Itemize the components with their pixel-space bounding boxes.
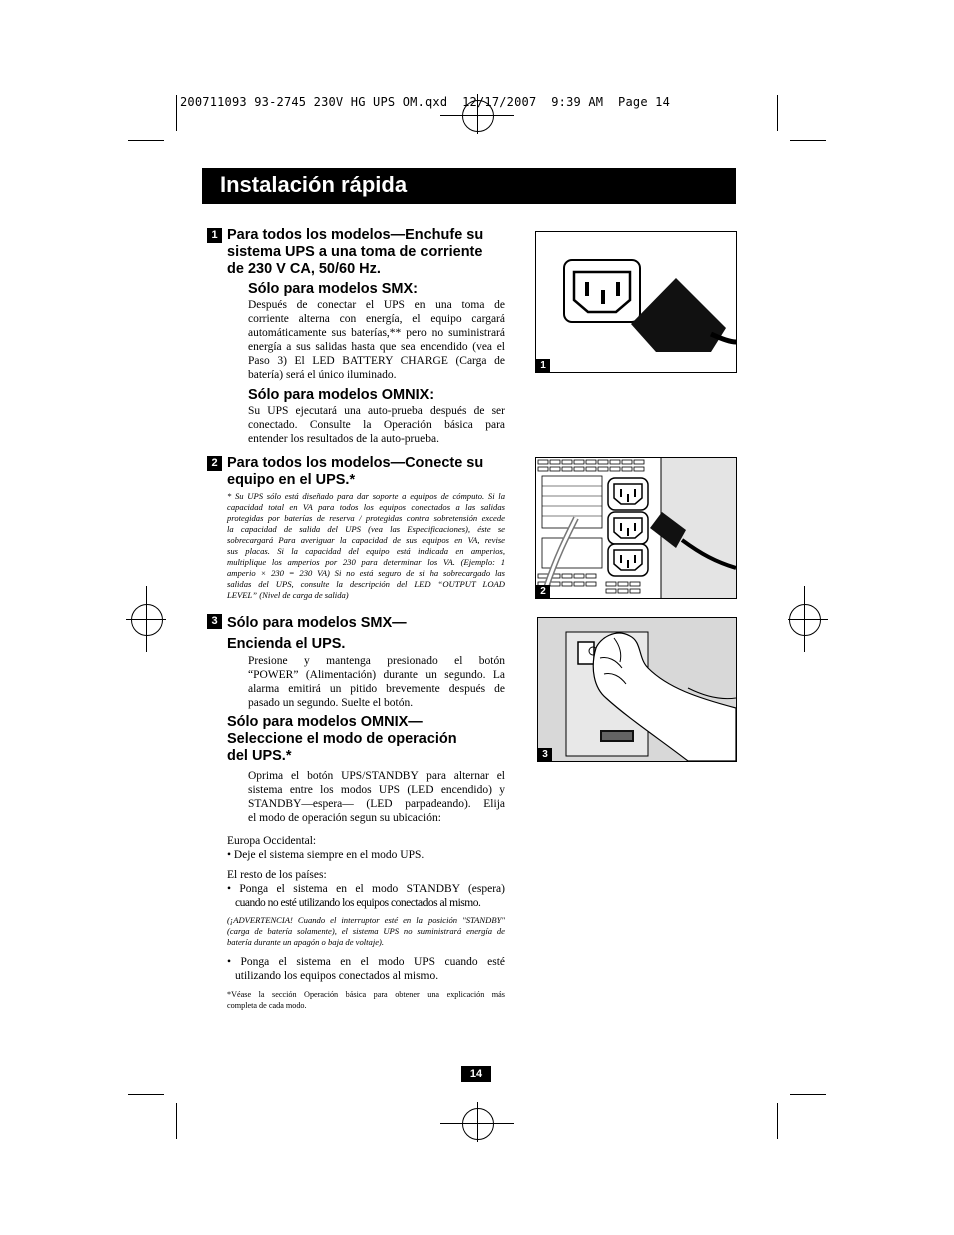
figure-label: 1 bbox=[536, 359, 550, 372]
step-heading: Para todos los modelos—Conecte su equipo en el UPS.* bbox=[227, 455, 484, 488]
registration-mark bbox=[131, 604, 163, 636]
crop-mark bbox=[176, 95, 177, 131]
section-title: Instalación rápida bbox=[220, 172, 408, 197]
step-number: 1 bbox=[207, 228, 222, 243]
footnote: * Su UPS sólo está diseñado para dar soporte a equipos de cómputo. Si la capacidad total en VA para todos los equipos conectados a las salidas protegidas por baterías de reserva / protegidas contra sobretensión excede la capacidad de salida del UPS (vea las Especificaciones), éste se sobrecargará Para averiguar la capacidad de sus equipos en VA, revise sus placas. Si la capacidad del equipo está indicada en amperios, multiplique los amperios por 230 para determinar los VA. (Ejemplo: 1 amperio × 230 = 230 VA) Si no está seguro de si ha sobrecargado las salidas del UPS, consulte la descripción del LED “OUTPUT LOAD LEVEL” (Nivel de carga de salida) bbox=[227, 491, 505, 600]
bullet-item: • Ponga el sistema en el modo UPS cuando esté utilizando los equipos conectados al mismo. bbox=[227, 956, 505, 982]
figure-label: 3 bbox=[538, 748, 552, 761]
paragraph: Presione y mantenga presionado el botón “POWER” (Alimentación) durante un segundo. La alarma emitirá un pitido brevemente después de pasado un segundo. Suelte el botón. bbox=[248, 655, 505, 709]
registration-mark bbox=[462, 1108, 494, 1140]
region-title: El resto de los países: bbox=[227, 869, 327, 881]
step-number: 3 bbox=[207, 614, 222, 629]
step-number: 2 bbox=[207, 456, 222, 471]
registration-mark bbox=[789, 604, 821, 636]
file-slug: 200711093 93-2745 230V HG UPS OM.qxd 12/17/2007 9:39 AM Page 14 bbox=[180, 95, 671, 109]
registration-mark bbox=[804, 586, 805, 652]
power-inlet-illustration bbox=[536, 232, 736, 372]
registration-mark bbox=[146, 586, 147, 652]
sub-heading: Sólo para modelos SMX: bbox=[248, 281, 418, 297]
registration-mark bbox=[477, 1102, 478, 1142]
crop-mark bbox=[777, 95, 778, 131]
power-button-illustration bbox=[538, 618, 736, 761]
page-number: 14 bbox=[461, 1066, 491, 1082]
registration-mark bbox=[788, 619, 828, 620]
bullet-item: • Ponga el sistema en el modo STANDBY (espera) cuando no esté utilizando los equipos conectados al mismo. bbox=[227, 883, 505, 909]
step-heading: Para todos los modelos—Enchufe su sistema UPS a una toma de corriente de 230 V CA, 50/60 Hz. bbox=[227, 227, 484, 277]
figure-label: 2 bbox=[536, 585, 550, 598]
crop-mark bbox=[176, 1103, 177, 1139]
crop-mark bbox=[790, 1094, 826, 1095]
figure-power-inlet bbox=[535, 231, 737, 373]
footnote: *Véase la sección Operación básica para obtener una explicación más completa de cada modo. bbox=[227, 990, 505, 1010]
crop-mark bbox=[128, 1094, 164, 1095]
step-heading: Sólo para modelos SMX— Encienda el UPS. bbox=[227, 615, 407, 652]
section-title-bar bbox=[202, 168, 736, 204]
paragraph: Oprima el botón UPS/STANDBY para alternar el sistema entre los modos UPS (LED encendido) y STANDBY—espera— (LED parpadeando). Elija el modo de operación segun su ubicación: bbox=[248, 770, 505, 824]
bullet-item: • Deje el sistema siempre en el modo UPS. bbox=[227, 849, 425, 861]
paragraph: Después de conectar el UPS en una toma de corriente alterna con energía, el equipo cargará automáticamente sus baterías,** pero no suministrará energía a sus salidas hasta que sea encendido (vea el Paso 3) El LED BATTERY CHARGE (Carga de batería) será el único iluminado. bbox=[248, 299, 505, 381]
crop-mark bbox=[790, 140, 826, 141]
figure-power-button bbox=[537, 617, 737, 762]
ups-rear-panel-illustration bbox=[536, 458, 736, 598]
sub-heading: Sólo para modelos OMNIX— Seleccione el modo de operación del UPS.* bbox=[227, 714, 457, 764]
warning-note: (¡ADVERTENCIA! Cuando el interruptor esté en la posición "STANDBY" (carga de batería solamente), el sistema UPS no suministrará energía de batería durante un apagón o baja de voltaje). bbox=[227, 915, 505, 947]
crop-mark bbox=[777, 1103, 778, 1139]
figure-outlets bbox=[535, 457, 737, 599]
paragraph: Su UPS ejecutará una auto-prueba después de ser conectado. Consulte la Operación básica para entender los resultados de la auto-prueba. bbox=[248, 405, 505, 445]
crop-mark bbox=[128, 140, 164, 141]
sub-heading: Sólo para modelos OMNIX: bbox=[248, 387, 435, 403]
region-title: Europa Occidental: bbox=[227, 835, 317, 847]
